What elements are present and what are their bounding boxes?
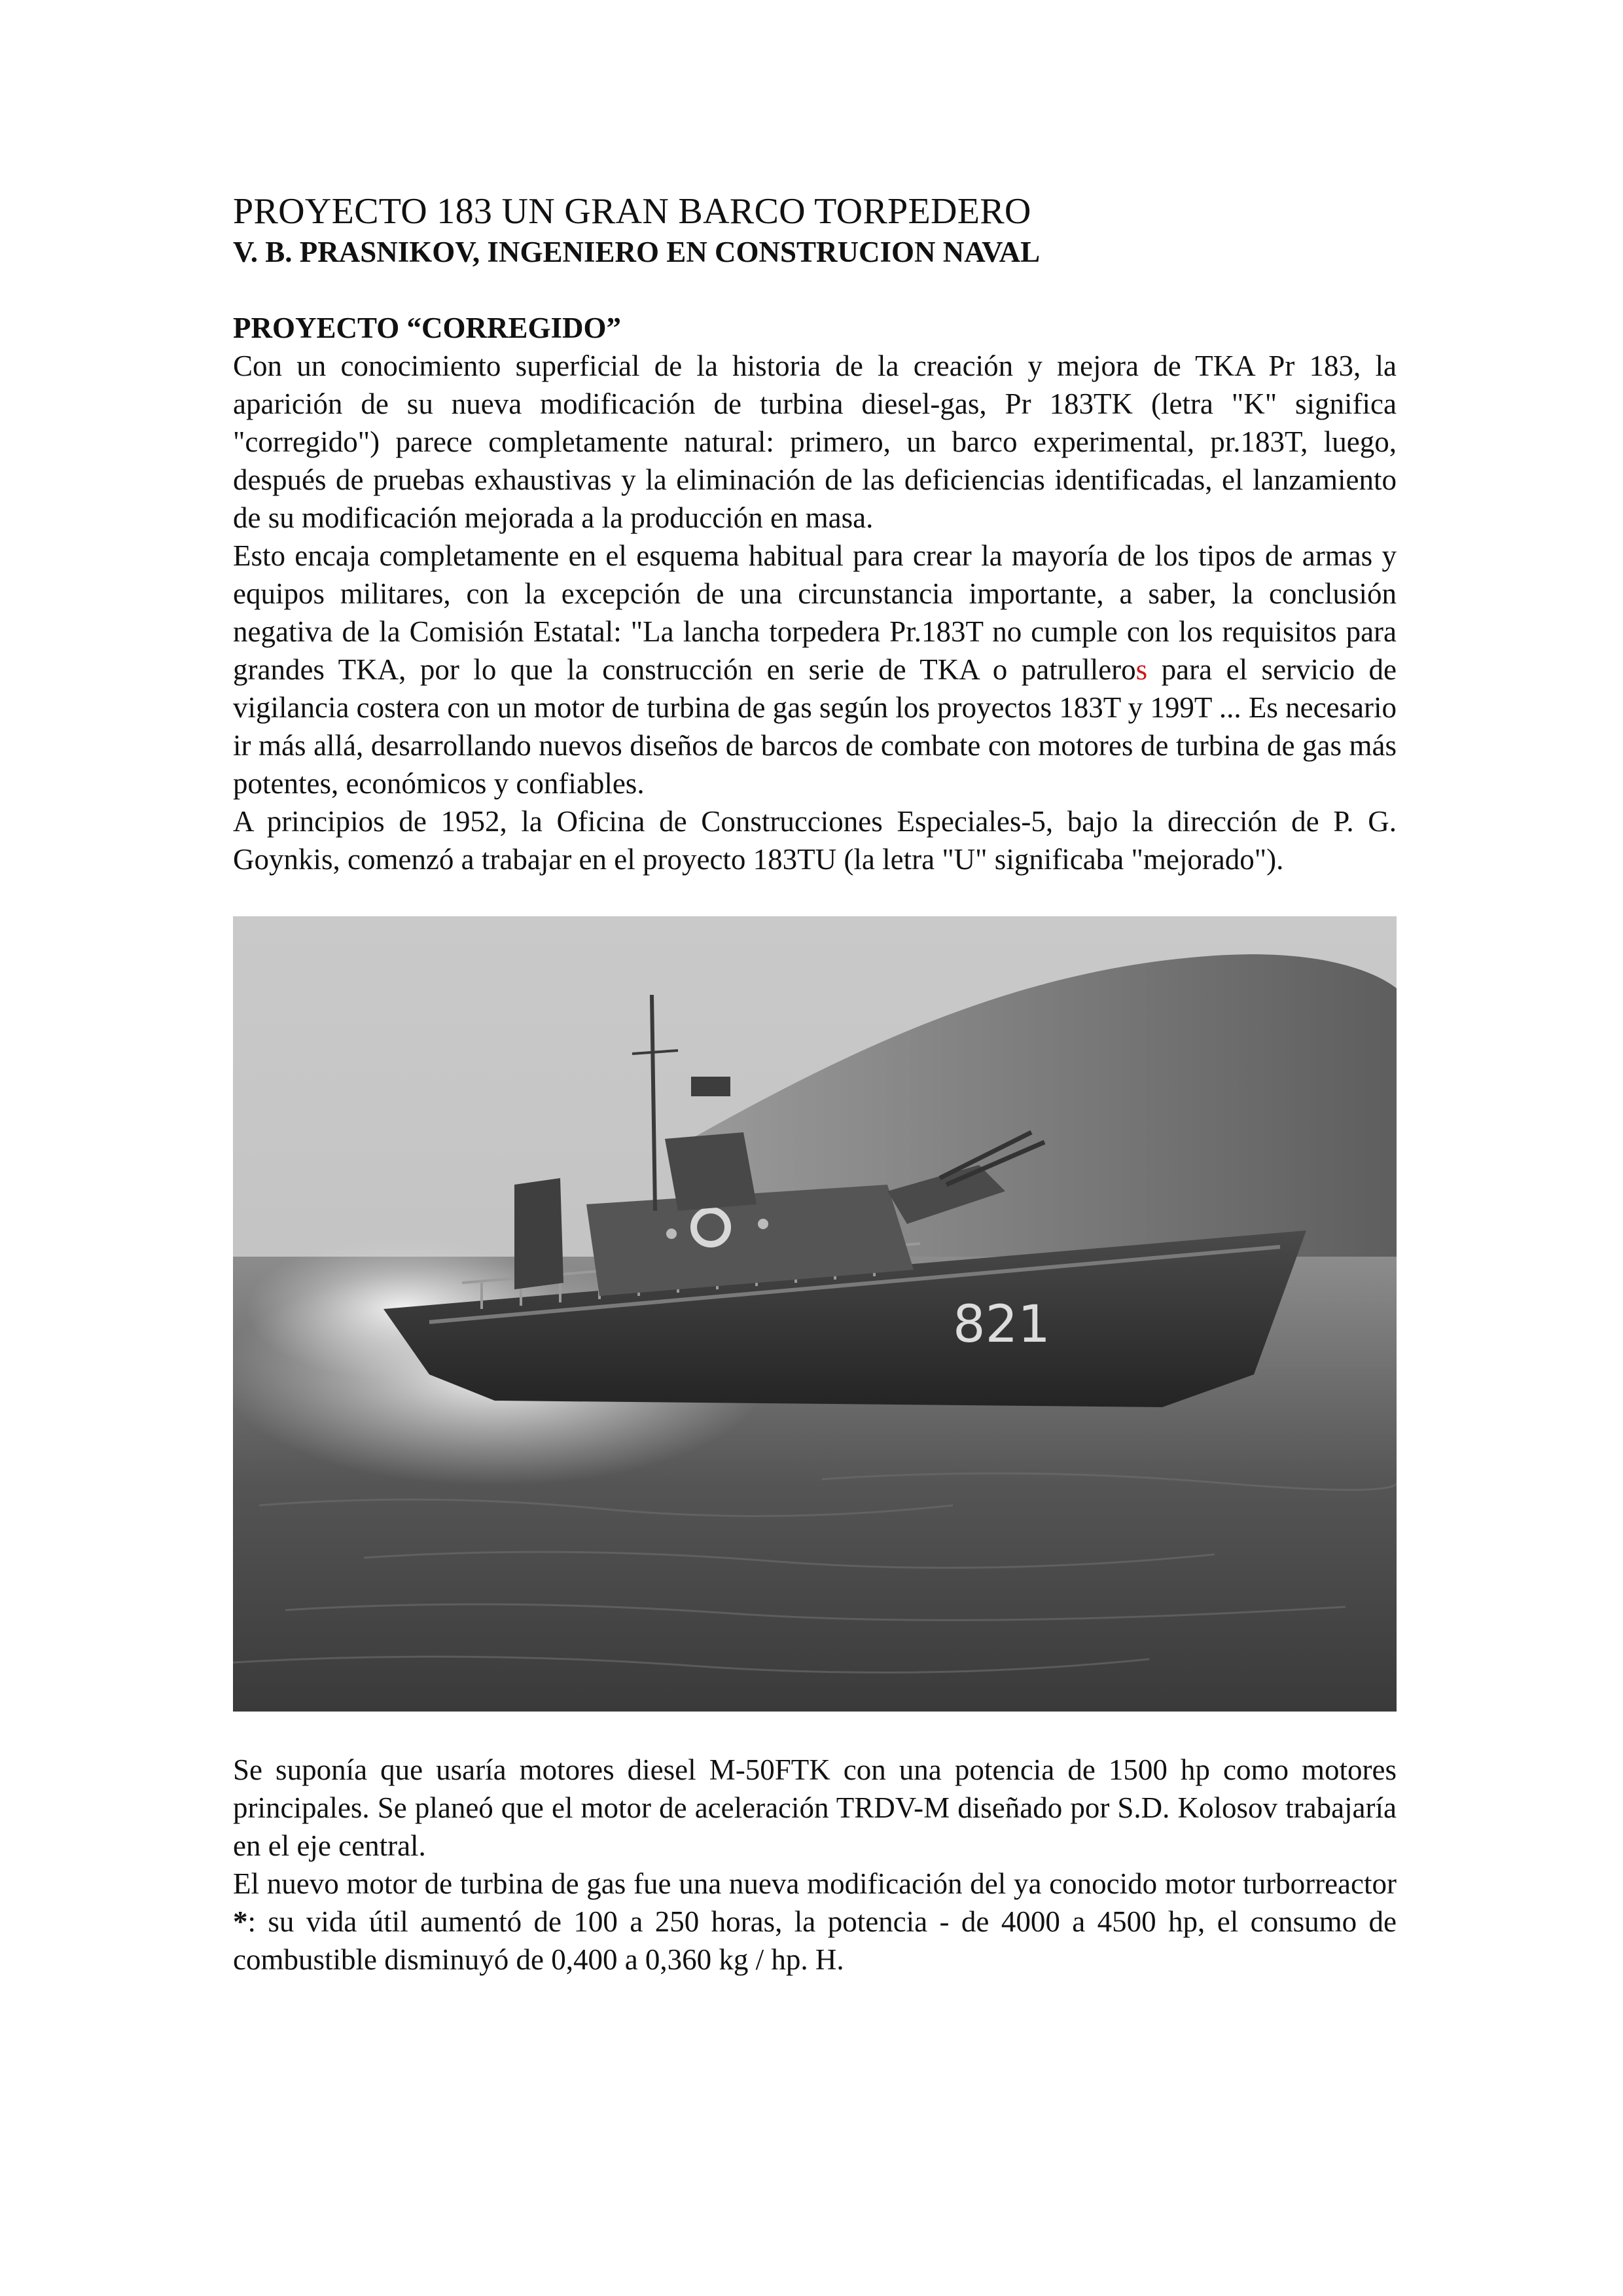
paragraph-3: A principios de 1952, la Oficina de Construcciones Especiales-5, bajo la dirección de P. G. Goynkis, comenzó a trabajar en el proyecto 183TU (la letra "U" significaba "mejorado").: [233, 805, 1397, 876]
paragraph-2-text-b: para el servicio de vigilancia costera con un motor de turbina de gas según los proyectos 183T y 199T ... Es necesario ir más allá, desarrollando nuevos diseños de barcos de combate con motores de turbina de gas más potentes, económicos y confiables.: [233, 653, 1397, 800]
paragraph-2-text-a: Esto encaja completamente en el esquema habitual para crear la mayoría de los tipos de armas y equipos militares, con la excepción de una circunstancia importante, a saber, la conclusión negativa de la Comisión Estatal: "La lancha torpedera Pr.183T no cumple con los requisitos para grandes TKA, por lo que la construcción en serie de TKA o patrullero: [233, 539, 1397, 686]
paragraph-2-highlight: s: [1135, 653, 1148, 686]
paragraph-1: Con un conocimiento superficial de la historia de la creación y mejora de TKA Pr 183, la aparición de su nueva modificación de turbina diesel-gas, Pr 183TK (letra "K" significa "corregido") parece completamente natural: primero, un barco experimental, pr.183T, luego, después de pruebas exhaustivas y la eliminación de las deficiencias identificadas, el lanzamiento de su modificación mejorada a la producción en masa.: [233, 350, 1397, 534]
page-title: PROYECTO 183 UN GRAN BARCO TORPEDERO: [233, 191, 1031, 232]
paragraph-5: [233, 1865, 1397, 1979]
torpedo-tube-housing: [514, 1178, 563, 1289]
bridge: [665, 1132, 757, 1211]
document-page: [233, 190, 1397, 1979]
paragraph-5-text-a: El nuevo motor de turbina de gas fue una nueva modificación del ya conocido motor turborreactor: [233, 1867, 1397, 1900]
paragraph-4: Se suponía que usaría motores diesel M-50FTK con una potencia de 1500 hp como motores principales. Se planeó que el motor de aceleración TRDV-M diseñado por S.D. Kolosov trabajaría en el eje central.: [233, 1753, 1397, 1862]
footnote-marker: *: [233, 1905, 248, 1938]
paragraph-5-text-b: : su vida útil aumentó de 100 a 250 horas, la potencia - de 4000 a 4500 hp, el consumo de combustible disminuyó de 0,400 a 0,360 kg / hp. H.: [233, 1905, 1397, 1976]
porthole-2: [758, 1219, 768, 1229]
paragraph-2: [233, 537, 1397, 802]
radar-dome: [691, 1077, 730, 1096]
hull-number: 821: [953, 1295, 1050, 1354]
photo-svg: [233, 916, 1397, 1712]
section-heading: PROYECTO “CORREGIDO”: [233, 312, 621, 344]
porthole-1: [666, 1229, 677, 1239]
torpedo-boat-photo: [233, 916, 1397, 1712]
author-line: V. B. PRASNIKOV, INGENIERO EN CONSTRUCION NAVAL: [233, 236, 1041, 268]
